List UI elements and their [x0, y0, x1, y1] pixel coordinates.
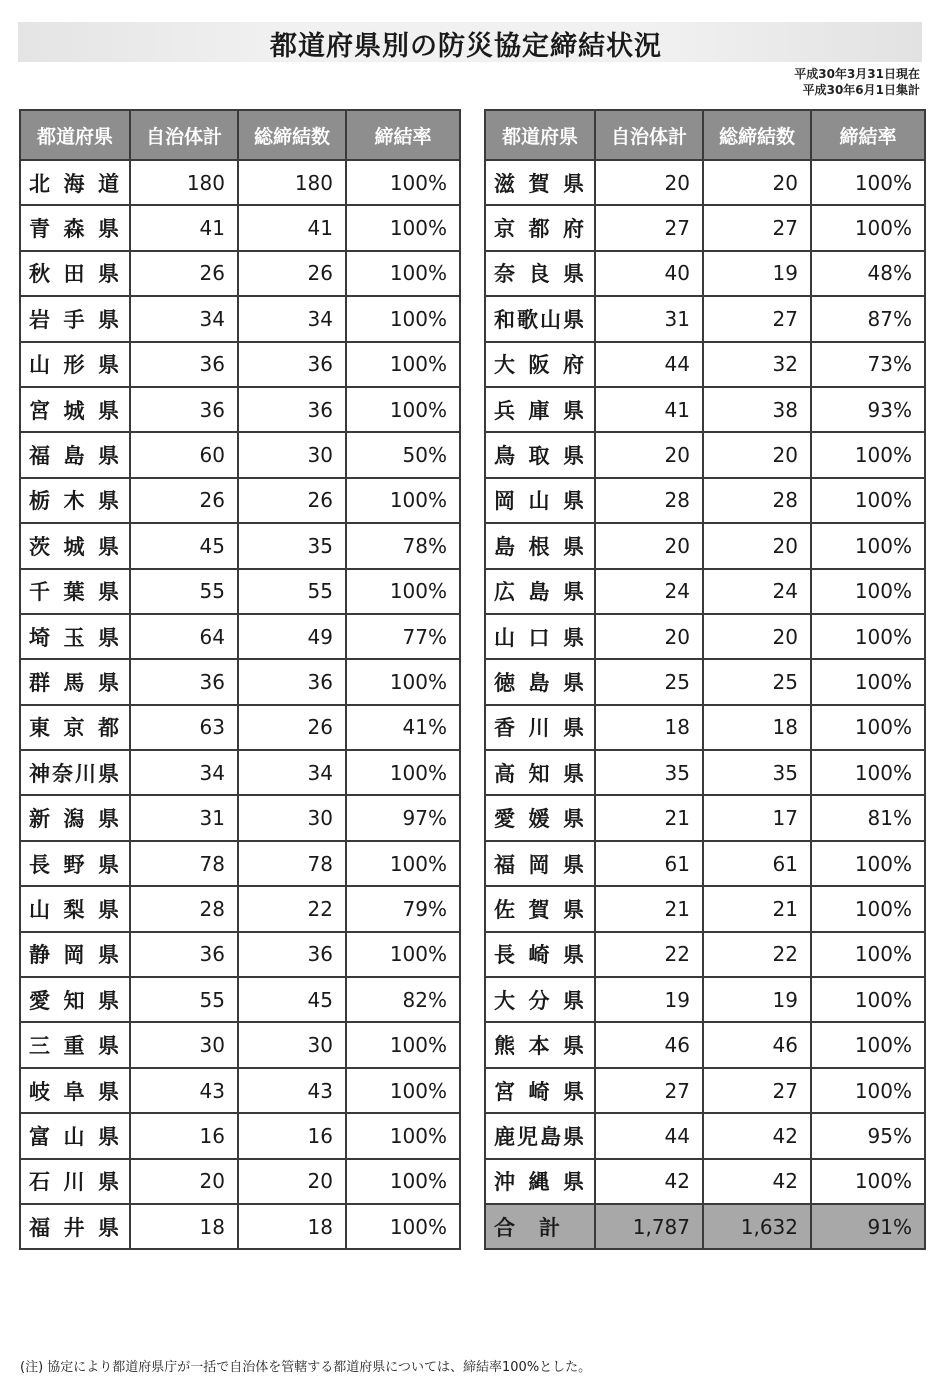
total-agreements-cell: 19 — [703, 977, 811, 1022]
prefecture-cell: 大阪府 — [485, 342, 595, 387]
table-row — [20, 523, 460, 568]
agreement-rate-cell: 100% — [346, 1068, 460, 1113]
prefecture-cell: 宮崎県 — [485, 1068, 595, 1113]
municipality-count-cell: 24 — [595, 569, 703, 614]
agreement-rate-cell: 100% — [811, 886, 925, 931]
table-row — [485, 977, 925, 1022]
total-agreements-cell: 61 — [703, 841, 811, 886]
prefecture-cell: 愛知県 — [20, 977, 130, 1022]
municipality-count-cell: 41 — [595, 387, 703, 432]
municipality-count-cell: 180 — [130, 160, 238, 205]
total-agreements-cell: 27 — [703, 296, 811, 341]
municipality-count-cell: 28 — [130, 886, 238, 931]
prefecture-cell: 奈良県 — [485, 251, 595, 296]
prefecture-cell: 山形県 — [20, 342, 130, 387]
table-row — [20, 795, 460, 840]
header-prefecture: 都道府県 — [485, 110, 595, 160]
prefecture-cell: 長野県 — [20, 841, 130, 886]
prefecture-cell: 山梨県 — [20, 886, 130, 931]
prefecture-cell: 福島県 — [20, 432, 130, 477]
total-agreements-cell: 30 — [238, 432, 346, 477]
municipality-count-cell: 27 — [595, 1068, 703, 1113]
prefecture-cell: 福井県 — [20, 1204, 130, 1249]
agreement-rate-cell: 100% — [346, 841, 460, 886]
municipality-count-cell: 55 — [130, 569, 238, 614]
prefecture-cell: 佐賀県 — [485, 886, 595, 931]
agreement-rate-cell: 100% — [811, 841, 925, 886]
prefecture-cell: 山口県 — [485, 614, 595, 659]
total-agreements-cell: 78 — [238, 841, 346, 886]
total-agreements-cell: 16 — [238, 1113, 346, 1158]
agreement-rate-cell: 100% — [346, 1113, 460, 1158]
municipality-count-cell: 20 — [595, 614, 703, 659]
table-row — [485, 205, 925, 250]
header-municipality-count: 自治体計 — [595, 110, 703, 160]
prefecture-cell: 宮城県 — [20, 387, 130, 432]
header-municipality-count: 自治体計 — [130, 110, 238, 160]
prefecture-cell: 三重県 — [20, 1022, 130, 1067]
municipality-count-cell: 42 — [595, 1159, 703, 1204]
total-agreements-cell: 20 — [703, 614, 811, 659]
municipality-count-cell: 34 — [130, 296, 238, 341]
total-municipality-count-cell: 1,787 — [595, 1204, 703, 1249]
header-agreement-rate: 締結率 — [811, 110, 925, 160]
municipality-count-cell: 28 — [595, 478, 703, 523]
table-row — [20, 705, 460, 750]
agreement-rate-cell: 100% — [811, 614, 925, 659]
table-row — [20, 569, 460, 614]
total-agreements-cell: 43 — [238, 1068, 346, 1113]
municipality-count-cell: 21 — [595, 886, 703, 931]
prefecture-cell: 茨城県 — [20, 523, 130, 568]
total-agreements-cell: 28 — [703, 478, 811, 523]
total-agreements-cell: 46 — [703, 1022, 811, 1067]
total-agreements-cell: 22 — [238, 886, 346, 931]
prefecture-table-left — [19, 109, 461, 1250]
agreement-rate-cell: 93% — [811, 387, 925, 432]
municipality-count-cell: 20 — [595, 432, 703, 477]
agreement-rate-cell: 100% — [346, 932, 460, 977]
agreement-rate-cell: 100% — [811, 705, 925, 750]
table-row — [20, 977, 460, 1022]
municipality-count-cell: 34 — [130, 750, 238, 795]
agreement-rate-cell: 100% — [811, 160, 925, 205]
agreement-rate-cell: 81% — [811, 795, 925, 840]
prefecture-cell: 北海道 — [20, 160, 130, 205]
total-agreements-cell: 35 — [238, 523, 346, 568]
total-agreements-cell: 35 — [703, 750, 811, 795]
prefecture-cell: 愛媛県 — [485, 795, 595, 840]
total-agreements-cell: 19 — [703, 251, 811, 296]
municipality-count-cell: 22 — [595, 932, 703, 977]
table-row — [485, 750, 925, 795]
compiled-date: 平成30年6月1日集計 — [802, 83, 920, 97]
header-total-agreements: 総締結数 — [703, 110, 811, 160]
table-row — [20, 932, 460, 977]
header-total-agreements: 総締結数 — [238, 110, 346, 160]
total-agreements-cell: 18 — [238, 1204, 346, 1249]
table-row — [485, 569, 925, 614]
municipality-count-cell: 63 — [130, 705, 238, 750]
municipality-count-cell: 18 — [130, 1204, 238, 1249]
agreement-rate-cell: 100% — [346, 1204, 460, 1249]
agreement-rate-cell: 100% — [811, 932, 925, 977]
table-row — [485, 1159, 925, 1204]
table-row — [485, 478, 925, 523]
table-header-row — [485, 110, 925, 160]
municipality-count-cell: 19 — [595, 977, 703, 1022]
prefecture-cell: 東京都 — [20, 705, 130, 750]
total-label-cell: 合計 — [485, 1204, 595, 1249]
table-row — [485, 1113, 925, 1158]
total-agreements-cell: 25 — [703, 659, 811, 704]
agreement-rate-cell: 100% — [811, 977, 925, 1022]
total-agreements-cell: 17 — [703, 795, 811, 840]
table-row — [20, 614, 460, 659]
agreement-rate-cell: 100% — [811, 523, 925, 568]
total-agreements-cell: 30 — [238, 1022, 346, 1067]
table-row — [20, 387, 460, 432]
table-row — [20, 1068, 460, 1113]
prefecture-cell: 京都府 — [485, 205, 595, 250]
table-row — [485, 614, 925, 659]
municipality-count-cell: 44 — [595, 1113, 703, 1158]
table-row — [485, 342, 925, 387]
agreement-rate-cell: 100% — [346, 251, 460, 296]
agreement-rate-cell: 100% — [811, 569, 925, 614]
agreement-rate-cell: 78% — [346, 523, 460, 568]
total-agreements-cell: 55 — [238, 569, 346, 614]
prefecture-cell: 大分県 — [485, 977, 595, 1022]
agreement-rate-cell: 100% — [346, 478, 460, 523]
agreement-rate-cell: 73% — [811, 342, 925, 387]
prefecture-cell: 青森県 — [20, 205, 130, 250]
municipality-count-cell: 46 — [595, 1022, 703, 1067]
table-row — [485, 659, 925, 704]
agreement-rate-cell: 100% — [811, 205, 925, 250]
total-agreements-cell: 24 — [703, 569, 811, 614]
header-prefecture: 都道府県 — [20, 110, 130, 160]
agreement-rate-cell: 100% — [811, 432, 925, 477]
table-row — [485, 523, 925, 568]
table-row — [20, 886, 460, 931]
municipality-count-cell: 20 — [595, 160, 703, 205]
table-row — [20, 205, 460, 250]
total-agreement-rate-cell: 91% — [811, 1204, 925, 1249]
municipality-count-cell: 35 — [595, 750, 703, 795]
total-row — [485, 1204, 925, 1249]
total-agreements-cell: 32 — [703, 342, 811, 387]
total-agreements-cell: 36 — [238, 342, 346, 387]
total-agreements-sum-cell: 1,632 — [703, 1204, 811, 1249]
municipality-count-cell: 20 — [595, 523, 703, 568]
prefecture-cell: 岩手県 — [20, 296, 130, 341]
prefecture-cell: 香川県 — [485, 705, 595, 750]
table-row — [485, 296, 925, 341]
agreement-rate-cell: 100% — [346, 160, 460, 205]
prefecture-cell: 和歌山県 — [485, 296, 595, 341]
agreement-rate-cell: 100% — [346, 205, 460, 250]
table-row — [20, 251, 460, 296]
table-row — [485, 795, 925, 840]
total-agreements-cell: 34 — [238, 750, 346, 795]
total-agreements-cell: 20 — [703, 160, 811, 205]
prefecture-cell: 熊本県 — [485, 1022, 595, 1067]
agreement-rate-cell: 82% — [346, 977, 460, 1022]
agreement-rate-cell: 48% — [811, 251, 925, 296]
municipality-count-cell: 20 — [130, 1159, 238, 1204]
municipality-count-cell: 36 — [130, 342, 238, 387]
agreement-rate-cell: 100% — [811, 659, 925, 704]
total-agreements-cell: 26 — [238, 705, 346, 750]
table-row — [485, 841, 925, 886]
total-agreements-cell: 27 — [703, 205, 811, 250]
agreement-rate-cell: 50% — [346, 432, 460, 477]
total-agreements-cell: 42 — [703, 1159, 811, 1204]
agreement-rate-cell: 77% — [346, 614, 460, 659]
agreement-rate-cell: 100% — [346, 569, 460, 614]
prefecture-cell: 鳥取県 — [485, 432, 595, 477]
table-row — [20, 296, 460, 341]
table-row — [485, 886, 925, 931]
table-row — [20, 1022, 460, 1067]
agreement-rate-cell: 97% — [346, 795, 460, 840]
municipality-count-cell: 31 — [130, 795, 238, 840]
agreement-rate-cell: 100% — [346, 1159, 460, 1204]
table-row — [485, 387, 925, 432]
total-agreements-cell: 34 — [238, 296, 346, 341]
total-agreements-cell: 30 — [238, 795, 346, 840]
table-row — [485, 251, 925, 296]
agreement-rate-cell: 100% — [346, 1022, 460, 1067]
agreement-rate-cell: 100% — [346, 296, 460, 341]
municipality-count-cell: 31 — [595, 296, 703, 341]
prefecture-cell: 千葉県 — [20, 569, 130, 614]
agreement-rate-cell: 41% — [346, 705, 460, 750]
municipality-count-cell: 45 — [130, 523, 238, 568]
total-agreements-cell: 36 — [238, 387, 346, 432]
table-row — [20, 1204, 460, 1249]
agreement-rate-cell: 100% — [346, 659, 460, 704]
prefecture-cell: 兵庫県 — [485, 387, 595, 432]
table-row — [20, 342, 460, 387]
table-row — [485, 160, 925, 205]
prefecture-cell: 静岡県 — [20, 932, 130, 977]
table-row — [485, 705, 925, 750]
prefecture-table-right — [484, 109, 926, 1250]
table-row — [485, 432, 925, 477]
total-agreements-cell: 26 — [238, 251, 346, 296]
footnote: (注) 協定により都道府県庁が一括で自治体を管轄する都道府県については、締結率100%とした。 — [20, 1360, 592, 1375]
municipality-count-cell: 61 — [595, 841, 703, 886]
prefecture-cell: 高知県 — [485, 750, 595, 795]
total-agreements-cell: 41 — [238, 205, 346, 250]
table-row — [20, 478, 460, 523]
prefecture-cell: 岡山県 — [485, 478, 595, 523]
prefecture-cell: 鹿児島県 — [485, 1113, 595, 1158]
municipality-count-cell: 27 — [595, 205, 703, 250]
municipality-count-cell: 26 — [130, 478, 238, 523]
page-title: 都道府県別の防災協定締結状況 — [270, 31, 662, 62]
municipality-count-cell: 21 — [595, 795, 703, 840]
prefecture-cell: 秋田県 — [20, 251, 130, 296]
prefecture-cell: 広島県 — [485, 569, 595, 614]
total-agreements-cell: 26 — [238, 478, 346, 523]
total-agreements-cell: 36 — [238, 932, 346, 977]
municipality-count-cell: 41 — [130, 205, 238, 250]
table-row — [485, 932, 925, 977]
agreement-rate-cell: 100% — [811, 750, 925, 795]
municipality-count-cell: 16 — [130, 1113, 238, 1158]
prefecture-cell: 神奈川県 — [20, 750, 130, 795]
agreement-rate-cell: 95% — [811, 1113, 925, 1158]
total-agreements-cell: 180 — [238, 160, 346, 205]
prefecture-cell: 島根県 — [485, 523, 595, 568]
prefecture-cell: 長崎県 — [485, 932, 595, 977]
municipality-count-cell: 60 — [130, 432, 238, 477]
agreement-rate-cell: 79% — [346, 886, 460, 931]
municipality-count-cell: 30 — [130, 1022, 238, 1067]
total-agreements-cell: 38 — [703, 387, 811, 432]
prefecture-cell: 徳島県 — [485, 659, 595, 704]
total-agreements-cell: 18 — [703, 705, 811, 750]
agreement-rate-cell: 100% — [811, 1068, 925, 1113]
prefecture-cell: 富山県 — [20, 1113, 130, 1158]
municipality-count-cell: 36 — [130, 387, 238, 432]
municipality-count-cell: 64 — [130, 614, 238, 659]
agreement-rate-cell: 100% — [346, 342, 460, 387]
prefecture-cell: 栃木県 — [20, 478, 130, 523]
table-row — [20, 1159, 460, 1204]
agreement-rate-cell: 100% — [346, 387, 460, 432]
prefecture-cell: 新潟県 — [20, 795, 130, 840]
municipality-count-cell: 78 — [130, 841, 238, 886]
municipality-count-cell: 40 — [595, 251, 703, 296]
total-agreements-cell: 20 — [703, 432, 811, 477]
agreement-rate-cell: 100% — [346, 750, 460, 795]
total-agreements-cell: 45 — [238, 977, 346, 1022]
agreement-rate-cell: 100% — [811, 1022, 925, 1067]
agreement-rate-cell: 100% — [811, 478, 925, 523]
prefecture-cell: 沖縄県 — [485, 1159, 595, 1204]
table-row — [20, 432, 460, 477]
total-agreements-cell: 42 — [703, 1113, 811, 1158]
table-row — [20, 1113, 460, 1158]
prefecture-cell: 石川県 — [20, 1159, 130, 1204]
agreement-rate-cell: 87% — [811, 296, 925, 341]
table-row — [20, 160, 460, 205]
table-row — [20, 750, 460, 795]
total-agreements-cell: 49 — [238, 614, 346, 659]
as-of-dates — [794, 66, 920, 98]
municipality-count-cell: 36 — [130, 659, 238, 704]
header-agreement-rate: 締結率 — [346, 110, 460, 160]
municipality-count-cell: 18 — [595, 705, 703, 750]
municipality-count-cell: 36 — [130, 932, 238, 977]
as-of-date: 平成30年3月31日現在 — [794, 67, 920, 81]
agreement-rate-cell: 100% — [811, 1159, 925, 1204]
municipality-count-cell: 43 — [130, 1068, 238, 1113]
table-row — [485, 1022, 925, 1067]
table-row — [20, 659, 460, 704]
prefecture-cell: 福岡県 — [485, 841, 595, 886]
total-agreements-cell: 27 — [703, 1068, 811, 1113]
municipality-count-cell: 26 — [130, 251, 238, 296]
table-row — [485, 1068, 925, 1113]
total-agreements-cell: 20 — [238, 1159, 346, 1204]
prefecture-cell: 岐阜県 — [20, 1068, 130, 1113]
table-header-row — [20, 110, 460, 160]
prefecture-cell: 群馬県 — [20, 659, 130, 704]
prefecture-cell: 埼玉県 — [20, 614, 130, 659]
total-agreements-cell: 20 — [703, 523, 811, 568]
prefecture-cell: 滋賀県 — [485, 160, 595, 205]
total-agreements-cell: 22 — [703, 932, 811, 977]
total-agreements-cell: 21 — [703, 886, 811, 931]
municipality-count-cell: 44 — [595, 342, 703, 387]
municipality-count-cell: 55 — [130, 977, 238, 1022]
table-row — [20, 841, 460, 886]
total-agreements-cell: 36 — [238, 659, 346, 704]
municipality-count-cell: 25 — [595, 659, 703, 704]
